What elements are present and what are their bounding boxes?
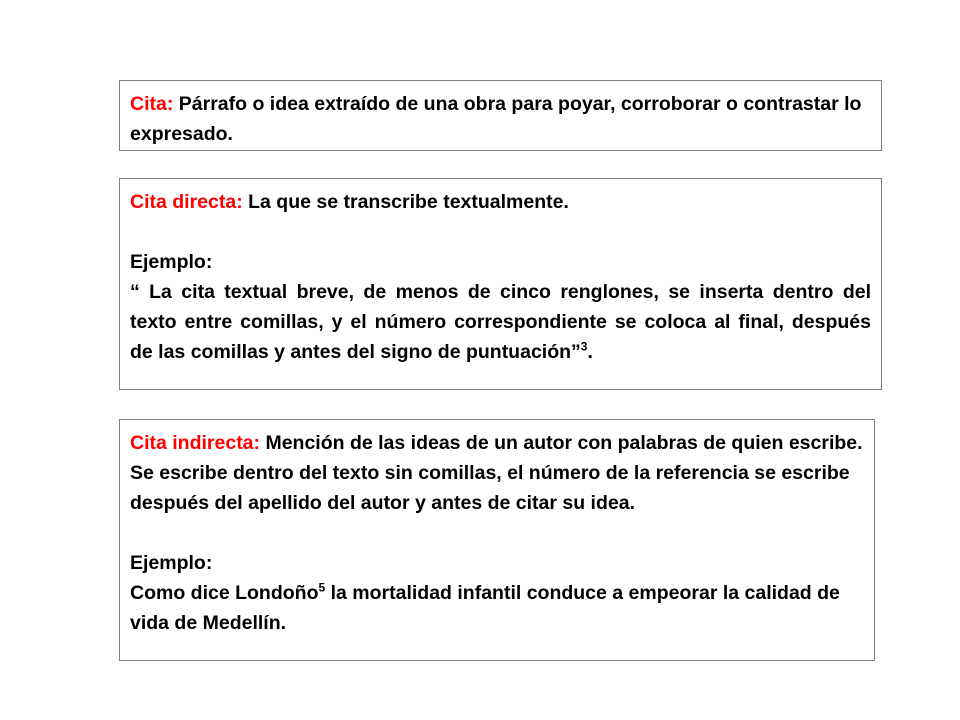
cita-definition-text: Párrafo o idea extraído de una obra para poyar, corroborar o contrastar lo expresado. <box>130 93 862 145</box>
cita-directa-example-end: . <box>587 341 593 363</box>
cita-indirecta-term: Cita indirecta: <box>130 432 261 454</box>
cita-indirecta-example-paragraph <box>130 578 864 638</box>
cita-directa-term: Cita directa: <box>130 191 243 213</box>
cita-directa-footnote-number: 3 <box>580 339 588 354</box>
cita-indirecta-definition-text: Mención de las ideas de un autor con palabras de quien escribe. Se escribe dentro del texto sin comillas, el número de la referencia se escribe después del apellido del autor y antes de citar su idea. <box>130 432 863 514</box>
cita-directa-example-paragraph <box>130 277 871 367</box>
cita-term: Cita: <box>130 93 174 115</box>
cita-directa-box <box>119 178 882 390</box>
cita-indirecta-example-before: Como dice Londoño <box>130 582 319 604</box>
cita-indirecta-example-after: la mortalidad infantil conduce a empeorar la calidad de vida de Medellín. <box>130 582 840 634</box>
cita-indirecta-example-label: Ejemplo: <box>130 552 213 574</box>
cita-definition-box <box>119 80 882 151</box>
cita-directa-definition-text: La que se transcribe textualmente. <box>242 191 569 213</box>
cita-indirecta-footnote-number: 5 <box>318 580 326 595</box>
cita-directa-example-label: Ejemplo: <box>130 251 213 273</box>
cita-directa-definition-paragraph <box>130 187 871 217</box>
cita-definition-paragraph <box>130 89 871 149</box>
cita-indirecta-definition-paragraph <box>130 428 864 518</box>
cita-indirecta-box <box>119 419 875 661</box>
cita-directa-example-text: “ La cita textual breve, de menos de cinco renglones, se inserta dentro del texto entre comillas, y el número correspondiente se coloca al final, después de las comillas y antes del signo de puntuación” <box>130 281 871 363</box>
